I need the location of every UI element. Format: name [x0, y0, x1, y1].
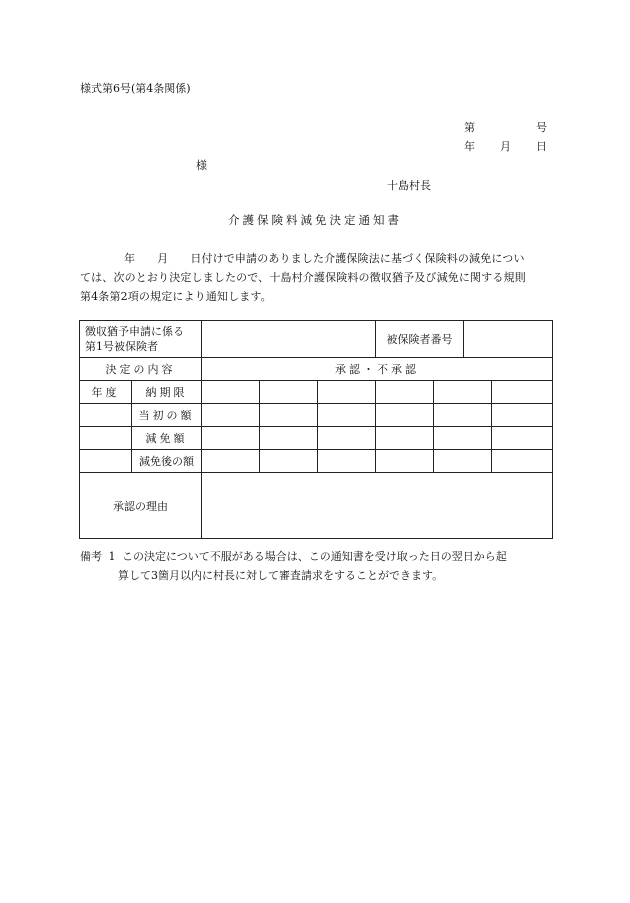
document-title: 介護保険料減免決定通知書 [228, 213, 402, 227]
table-cell[interactable] [492, 427, 553, 450]
due-date-label: 納期限 [132, 381, 202, 404]
table-cell[interactable] [80, 427, 132, 450]
table-cell[interactable] [376, 404, 434, 427]
applicant-label-line1: 徴収猶予申請に係る [85, 325, 184, 338]
table-cell[interactable] [202, 381, 260, 404]
remarks-line-1: 備考 1 この決定について不服がある場合は、この通知書を受け取った日の翌日から起 [80, 550, 507, 563]
table-cell[interactable] [202, 427, 260, 450]
applicant-label-line2: 第1号被保険者 [85, 340, 158, 353]
table-cell[interactable] [318, 450, 376, 473]
table-cell[interactable] [80, 404, 132, 427]
table-cell[interactable] [492, 450, 553, 473]
after-reduction-label: 減免後の額 [132, 450, 202, 473]
document-number-prefix: 第 [464, 121, 475, 134]
fiscal-year-label: 年度 [80, 381, 132, 404]
document-number-suffix: 号 [536, 121, 547, 134]
table-row [80, 404, 553, 427]
body-line-1: 年 月 日付けで申請のありました介護保険法に基づく保険料の減免につい [124, 252, 525, 265]
body-line-2: ては、次のとおり決定しましたので、十島村介護保険料の徴収猶予及び減免に関する規則 [80, 271, 526, 284]
decision-value[interactable]: 承認・不承認 [202, 358, 553, 381]
insured-number-label: 被保険者番号 [376, 321, 464, 358]
applicant-name-field[interactable] [202, 321, 376, 358]
date-day: 日 [536, 140, 547, 153]
table-cell[interactable] [434, 381, 492, 404]
applicant-label-cell [80, 321, 202, 358]
recipient-honorific: 様 [196, 159, 207, 172]
table-cell[interactable] [434, 427, 492, 450]
table-cell[interactable] [202, 450, 260, 473]
approval-reason-label: 承認の理由 [80, 473, 202, 539]
table-cell[interactable] [492, 381, 553, 404]
table-row [80, 473, 553, 539]
table-cell[interactable] [434, 404, 492, 427]
initial-amount-label: 当初の額 [132, 404, 202, 427]
table-cell[interactable] [80, 450, 132, 473]
table-cell[interactable] [376, 381, 434, 404]
table-row [80, 358, 553, 381]
table-cell[interactable] [260, 404, 318, 427]
table-cell[interactable] [376, 450, 434, 473]
table-cell[interactable] [260, 450, 318, 473]
remarks [80, 547, 560, 585]
table-row [80, 381, 553, 404]
issuer-name: 十島村長 [387, 179, 431, 192]
decision-table [79, 320, 553, 539]
table-cell[interactable] [318, 404, 376, 427]
decision-label: 決定の内容 [80, 358, 202, 381]
date-month: 月 [500, 140, 511, 153]
table-cell[interactable] [260, 381, 318, 404]
table-cell[interactable] [202, 404, 260, 427]
approval-reason-field[interactable] [202, 473, 553, 539]
table-cell[interactable] [376, 427, 434, 450]
table-cell[interactable] [434, 450, 492, 473]
table-cell[interactable] [318, 427, 376, 450]
table-row [80, 427, 553, 450]
table-cell[interactable] [260, 427, 318, 450]
remarks-line-2: 算して3箇月以内に村長に対して審査請求をすることができます。 [118, 569, 444, 582]
table-row [80, 321, 553, 358]
body-line-3: 第4条第2項の規定により通知します。 [80, 290, 272, 303]
form-number-label: 様式第6号(第4条関係) [80, 82, 191, 95]
notice-body [80, 249, 552, 306]
table-cell[interactable] [492, 404, 553, 427]
table-cell[interactable] [318, 381, 376, 404]
table-row [80, 450, 553, 473]
insured-number-field[interactable] [464, 321, 553, 358]
date-year: 年 [464, 140, 475, 153]
reduction-label: 減免額 [132, 427, 202, 450]
